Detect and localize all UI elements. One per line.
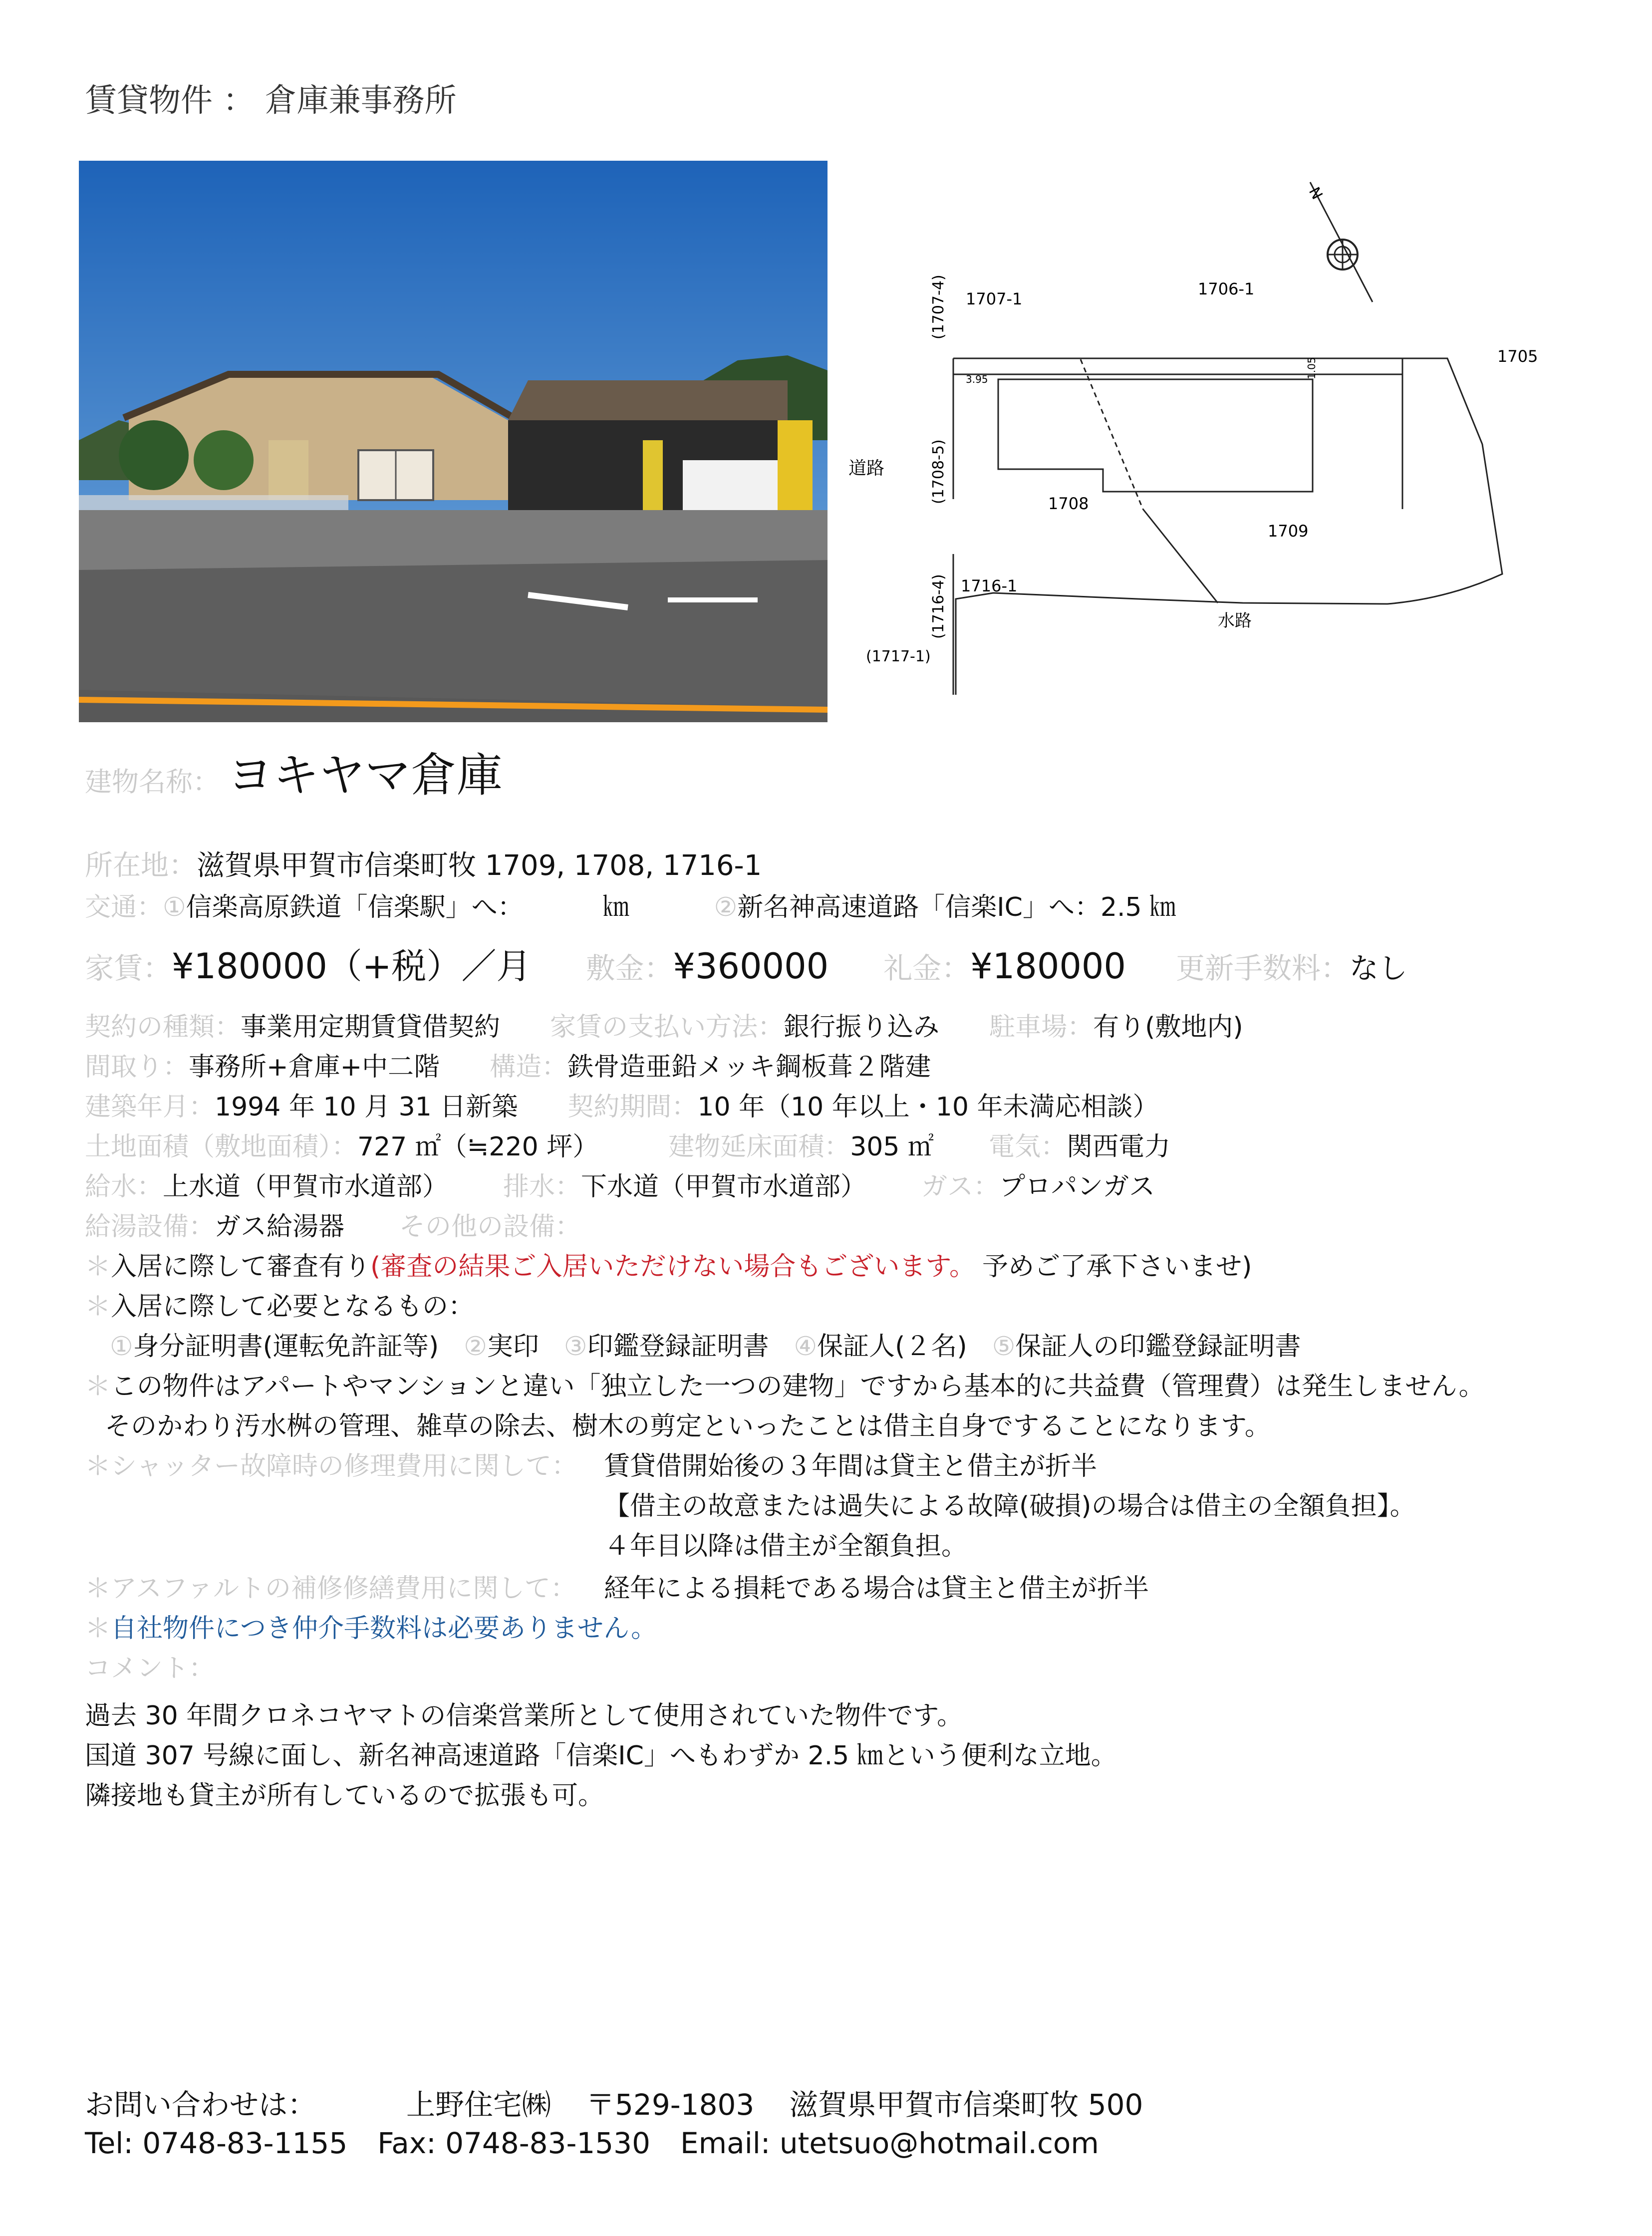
contact-row-2 (85, 2126, 1099, 2160)
building-name-label: 建物名称： (85, 766, 220, 798)
side-label: (1716-4) (930, 574, 947, 639)
location-value: 滋賀県甲賀市信楽町牧 1709, 1708, 1716-1 (197, 849, 762, 882)
dimension-label: 1.05 (1306, 357, 1318, 379)
comment-line-3: 隣接地も貸主が所有しているので拡張も可。 (85, 1781, 604, 1811)
required-text: 入居に際して必要となるもの： (111, 1292, 475, 1322)
commission-note (85, 1607, 657, 1645)
contact-row-1 (85, 2081, 1143, 2123)
independent-note (85, 1365, 1485, 1402)
asphalt-label: ＊アスファルトの補修修繕費用に関して： (85, 1574, 576, 1604)
structure-label: 構造： (490, 1052, 568, 1082)
layout-label: 間取り： (85, 1052, 189, 1082)
built-value: 1994 年 10 月 31 日新築 (215, 1092, 518, 1122)
shutter-line-2: 【借主の故意または過失による故障(破損)の場合は借主の全額負担】。 (604, 1491, 1416, 1521)
access-highway: 新名神高速道路「信楽IC」へ：2.5 ㎞ (737, 892, 1176, 922)
note-bullet: ＊ (85, 1372, 111, 1401)
access-station: 信楽高原鉄道「信楽駅」へ： (186, 892, 524, 922)
company-address: 滋賀県甲賀市信楽町牧 500 (789, 2088, 1143, 2122)
floor-area-value: 305 ㎡ (850, 1132, 934, 1162)
access-station-unit: ㎞ (603, 892, 629, 922)
required-item: 身分証明書(運転免許証等) (133, 1332, 439, 1362)
key-money-value: ¥180000 (970, 946, 1126, 987)
page-title: 賃貸物件 ： 倉庫兼事務所 (85, 82, 457, 119)
parking-value: 有り(敷地内) (1093, 1012, 1243, 1042)
power-label: 電気： (989, 1132, 1067, 1162)
commission-text: 自社物件につき仲介手数料は必要ありません。 (111, 1614, 657, 1644)
required-item: 実印 (487, 1332, 539, 1362)
road-label: 道路 (848, 458, 885, 479)
side-label: (1708-5) (930, 439, 947, 504)
company-name: 上野住宅㈱ (406, 2088, 551, 2122)
payment-label: 家賃の支払い方法： (550, 1012, 784, 1042)
gas-label: ガス： (921, 1172, 1000, 1202)
screening-end: 予めご了承下さいませ) (982, 1252, 1252, 1282)
building-name: ヨキヤマ倉庫 (227, 749, 503, 802)
note-bullet: ＊ (85, 1252, 111, 1282)
item-number: ② (464, 1332, 487, 1362)
rent-label: 家賃： (85, 951, 172, 985)
required-note (85, 1285, 474, 1323)
access-row (85, 886, 1176, 923)
built-label: 建築年月： (85, 1092, 215, 1122)
key-money-label: 礼金： (883, 951, 971, 985)
required-items (110, 1325, 1301, 1363)
item-number: ⑤ (992, 1332, 1016, 1362)
item-number: ③ (563, 1332, 587, 1362)
building-name-row (85, 739, 503, 805)
required-item: 保証人(２名) (817, 1332, 967, 1362)
side-label: (1717-1) (866, 648, 931, 665)
lot-label: 1706-1 (1198, 280, 1255, 298)
hot-water-value: ガス給湯器 (215, 1212, 345, 1242)
lot-label: 1705 (1497, 347, 1538, 366)
gas-value: プロパンガス (999, 1172, 1155, 1202)
layout-row (85, 1046, 931, 1083)
payment-value: 銀行振り込み (784, 1012, 940, 1042)
required-item: 保証人の印鑑登録証明書 (1015, 1332, 1301, 1362)
contract-row (85, 1006, 1243, 1043)
parking-label: 駐車場： (989, 1012, 1094, 1042)
waterway-label: 水路 (1218, 611, 1252, 631)
item-number: ① (110, 1332, 133, 1362)
screening-note (85, 1245, 1252, 1283)
compass-icon (1305, 182, 1373, 302)
layout-value: 事務所+倉庫+中二階 (189, 1052, 440, 1082)
power-value: 関西電力 (1067, 1132, 1171, 1162)
comment-line-1: 過去 30 年間クロネコヤマトの信楽営業所として使用されていた物件です。 (85, 1701, 963, 1731)
side-label: (1707-4) (930, 275, 947, 339)
deposit-label: 敷金： (586, 951, 673, 985)
term-label: 契約期間： (567, 1092, 698, 1122)
access-number: ② (714, 892, 738, 922)
independent-note-cont: そのかわり汚水桝の管理、雑草の除去、樹木の剪定といったことは借主自身ですることになります。 (105, 1411, 1271, 1441)
dimension-label: 3.95 (966, 373, 988, 385)
other-equipment-label: その他の設備： (399, 1212, 581, 1242)
shutter-line-3: ４年目以降は借主が全額負担。 (604, 1531, 968, 1561)
fax-number: Fax: 0748-83-1530 (377, 2126, 650, 2160)
floor-area-label: 建物延床面積： (668, 1132, 850, 1162)
contact-label: お問い合わせは： (85, 2088, 317, 2122)
email-address[interactable]: Email: utetsuo@hotmail.com (680, 2126, 1099, 2160)
contract-type-label: 契約の種類： (85, 1012, 241, 1042)
lot-label: 1716-1 (961, 576, 1018, 595)
location-row (85, 843, 762, 883)
deposit-value: ¥360000 (673, 946, 829, 987)
access-label: 交通： (85, 892, 163, 922)
comment-label: コメント： (85, 1654, 215, 1683)
fees-row (85, 938, 1407, 989)
land-area-value: 727 ㎡（≒220 坪） (357, 1132, 599, 1162)
drain-label: 排水： (503, 1172, 581, 1202)
drain-value: 下水道（甲賀市水道部） (581, 1172, 867, 1202)
note-bullet: ＊ (85, 1614, 111, 1644)
rent-value: ¥180000（+税）／月 (172, 946, 532, 987)
term-value: 10 年（10 年以上・10 年未満応相談） (697, 1092, 1159, 1122)
water-label: 給水： (85, 1172, 163, 1202)
independent-text: この物件はアパートやマンションと違い「独立した一つの建物」ですから基本的に共益費（管理費）は発生しません。 (111, 1372, 1485, 1401)
lot-label: 1707-1 (966, 289, 1023, 308)
required-item: 印鑑登録証明書 (587, 1332, 769, 1362)
warehouse-image (79, 161, 827, 722)
contract-type-value: 事業用定期賃貸借契約 (241, 1012, 501, 1042)
area-row (85, 1125, 1170, 1163)
note-bullet: ＊ (85, 1292, 111, 1322)
compass-letter: N (1305, 184, 1326, 203)
item-number: ④ (794, 1332, 818, 1362)
equipment-row (85, 1205, 581, 1243)
lot-label: 1708 (1048, 494, 1089, 513)
hot-water-label: 給湯設備： (85, 1212, 215, 1242)
phone-number[interactable]: Tel: 0748-83-1155 (85, 2126, 348, 2160)
location-label: 所在地： (85, 849, 197, 882)
built-row (85, 1086, 1158, 1123)
renewal-value: なし (1350, 951, 1408, 985)
shutter-line-1: 賃貸借開始後の３年間は貸主と借主が折半 (604, 1451, 1098, 1481)
screening-text: 入居に際して審査有り (111, 1252, 371, 1282)
land-area-label: 土地面積（敷地面積）： (85, 1132, 358, 1162)
water-value: 上水道（甲賀市水道部） (163, 1172, 449, 1202)
shutter-label: ＊シャッター故障時の修理費用に関して： (85, 1451, 577, 1481)
access-number: ① (163, 892, 186, 922)
structure-value: 鉄骨造亜鉛メッキ鋼板葺２階建 (567, 1052, 931, 1082)
building-photo (79, 161, 827, 722)
asphalt-value: 経年による損耗である場合は貸主と借主が折半 (604, 1574, 1149, 1604)
lot-label: 1709 (1268, 522, 1309, 541)
renewal-label: 更新手数料： (1175, 951, 1350, 985)
site-plan (848, 160, 1562, 704)
screening-warning: (審査の結果ご入居いただけない場合もございます。 (370, 1252, 976, 1282)
utilities-row (85, 1165, 1155, 1203)
postal-code: 〒529-1803 (586, 2088, 755, 2122)
comment-line-2: 国道 307 号線に面し、新名神高速道路「信楽IC」へもわずか 2.5 ㎞という便利な立地。 (85, 1741, 1117, 1771)
